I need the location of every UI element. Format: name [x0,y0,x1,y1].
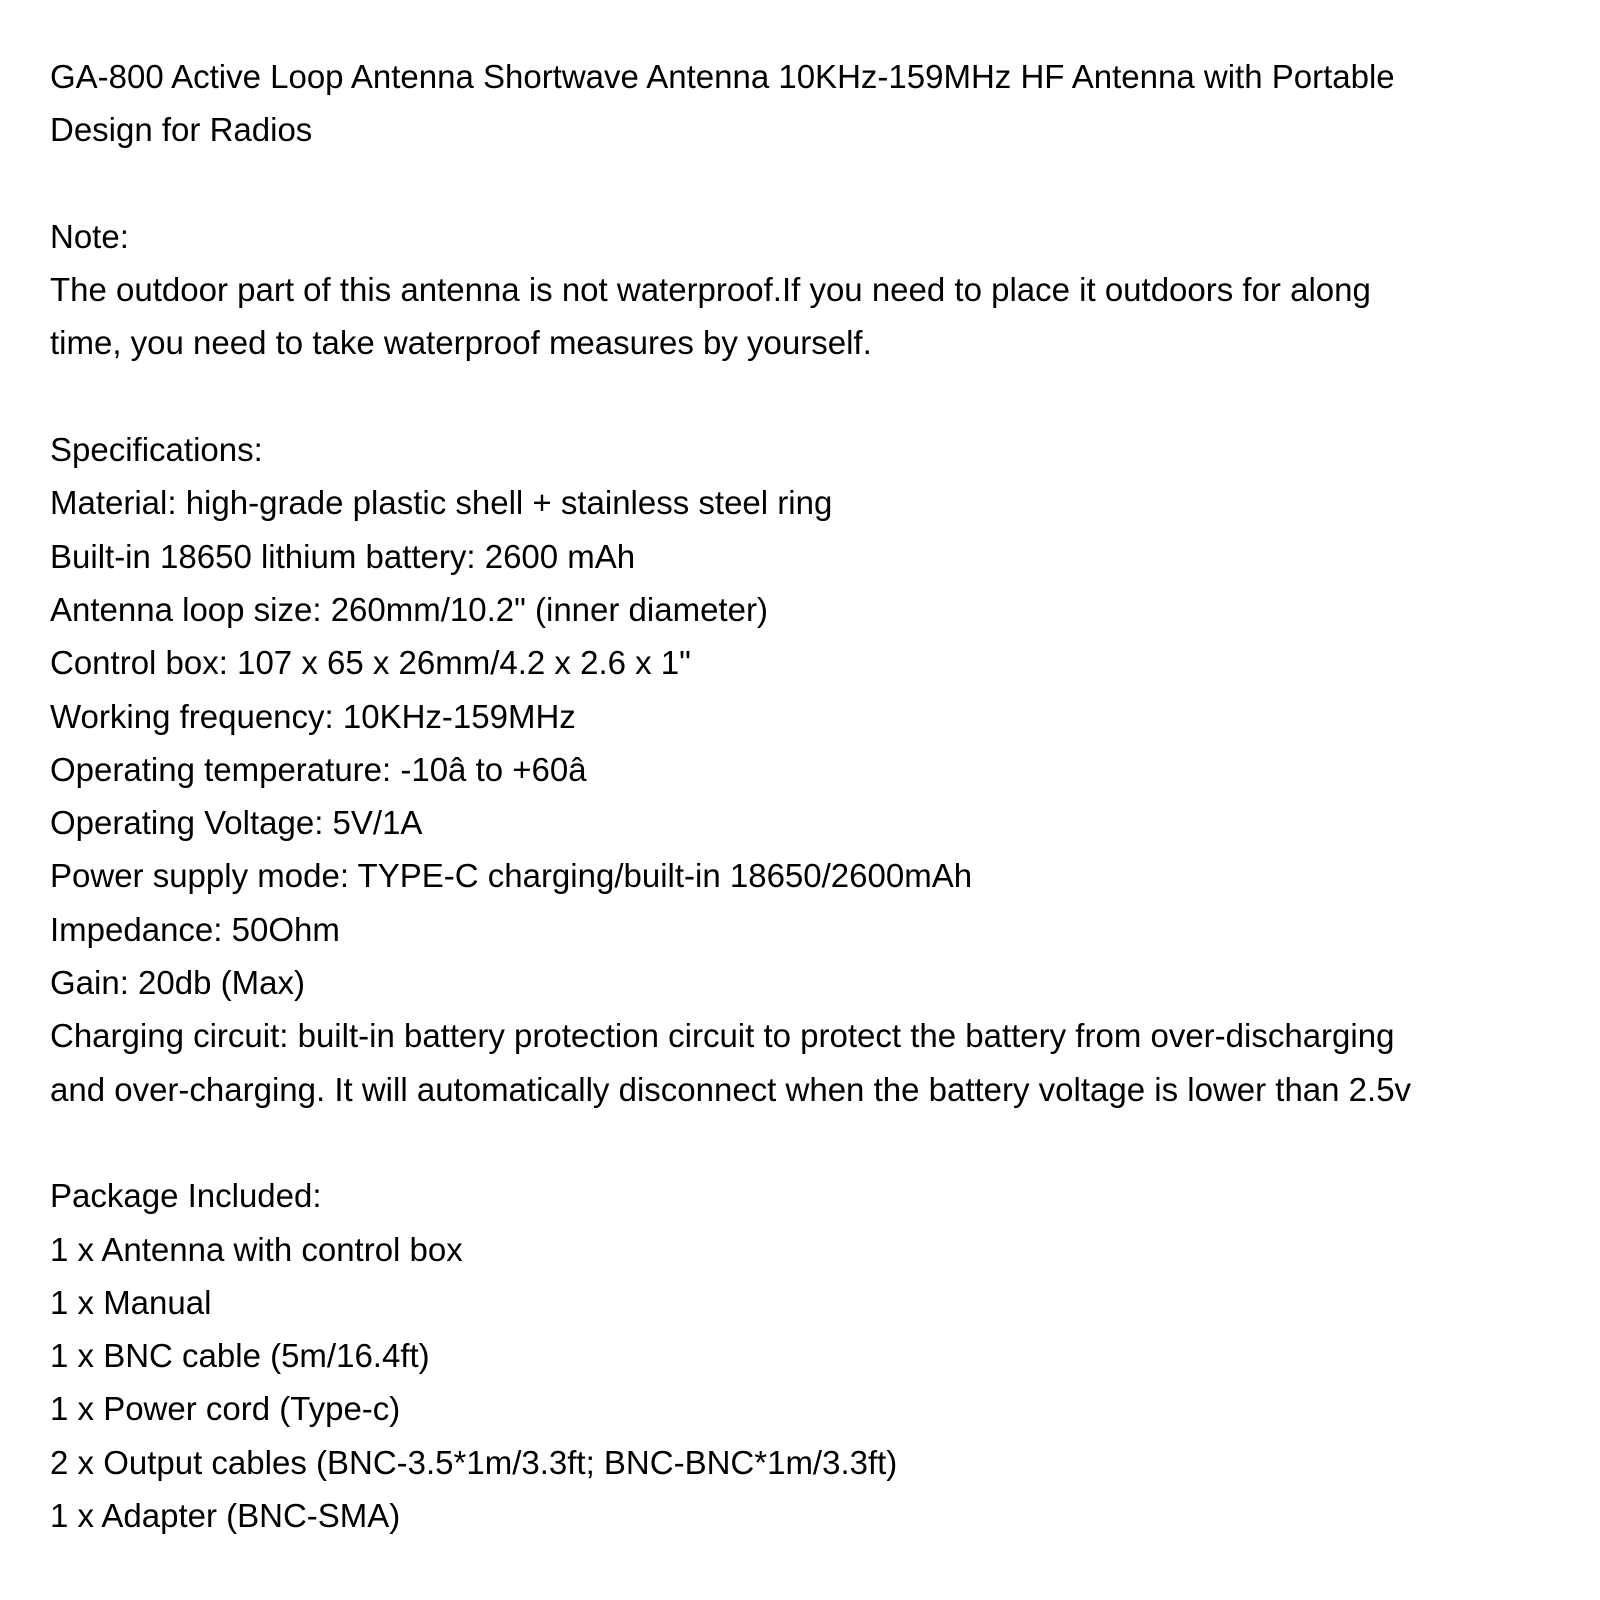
product-title [50,50,1570,157]
paragraph-spacer [50,370,1570,423]
note-line: The outdoor part of this antenna is not waterproof.If you need to place it outdoors for along [50,271,1371,309]
note-section [50,210,1570,370]
spec-battery: Built-in 18650 lithium battery: 2600 mAh [50,537,636,575]
note-line: time, you need to take waterproof measures by yourself. [50,324,872,362]
product-description [50,50,1570,1542]
paragraph-spacer [50,157,1570,210]
spec-gain: Gain: 20db (Max) [50,964,305,1002]
spec-charging-circuit: Charging circuit: built-in battery protection circuit to protect the battery from over-discharging [50,1017,1395,1055]
spec-frequency: Working frequency: 10KHz-159MHz [50,697,576,735]
product-title-line: Design for Radios [50,111,313,149]
spec-material: Material: high-grade plastic shell + stainless steel ring [50,484,833,522]
paragraph-spacer [50,1116,1570,1169]
package-item: 2 x Output cables (BNC-3.5*1m/3.3ft; BNC-BNC*1m/3.3ft) [50,1443,898,1481]
package-item: 1 x Manual [50,1283,212,1321]
specifications-section [50,423,1570,1116]
spec-voltage: Operating Voltage: 5V/1A [50,804,423,842]
spec-temperature: Operating temperature: -10â to +60â [50,750,587,788]
package-heading: Package Included: [50,1177,322,1215]
package-item: 1 x BNC cable (5m/16.4ft) [50,1337,430,1375]
package-item: 1 x Power cord (Type-c) [50,1390,401,1428]
product-title-line: GA-800 Active Loop Antenna Shortwave Antenna 10KHz-159MHz HF Antenna with Portable [50,58,1395,95]
package-item: 1 x Antenna with control box [50,1230,463,1268]
spec-loop-size: Antenna loop size: 260mm/10.2" (inner diameter) [50,590,768,628]
package-section [50,1169,1570,1542]
spec-charging-circuit-continued: and over-charging. It will automatically disconnect when the battery voltage is lower than 2.5v [50,1070,1412,1108]
spec-control-box: Control box: 107 x 65 x 26mm/4.2 x 2.6 x 1" [50,644,691,682]
spec-power-supply: Power supply mode: TYPE-C charging/built-in 18650/2600mAh [50,857,973,895]
spec-impedance: Impedance: 50Ohm [50,910,340,948]
specifications-heading: Specifications: [50,431,263,469]
package-item: 1 x Adapter (BNC-SMA) [50,1497,401,1535]
note-heading: Note: [50,217,129,255]
